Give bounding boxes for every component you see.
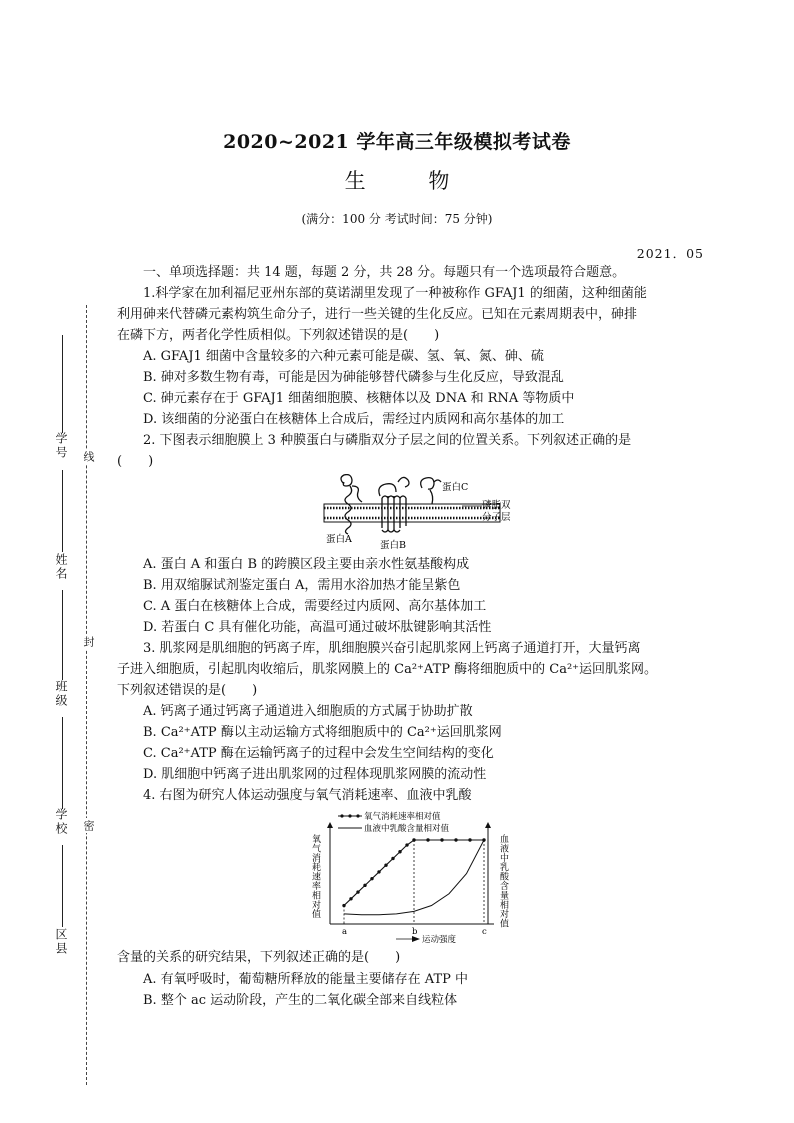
subject-title: 生 物 bbox=[344, 169, 478, 193]
q1-option-a[interactable]: A. GFAJ1 细菌中含量较多的六种元素可能是碳、氢、氧、氮、砷、硫 bbox=[143, 349, 544, 364]
q4-stem-line-1: 4. 右图为研究人体运动强度与氧气消耗速率、血液中乳酸 bbox=[143, 788, 472, 803]
chart-tick-b: b bbox=[412, 927, 418, 937]
legend-oxygen-dot bbox=[340, 814, 343, 817]
membrane-protein-figure bbox=[322, 474, 522, 552]
fig-label-protein-b: 蛋白B bbox=[380, 540, 406, 551]
seal-line-char: 线 bbox=[82, 451, 95, 462]
seal-secret-char: 密 bbox=[82, 820, 95, 831]
q3-stem-line-1: 3. 肌浆网是肌细胞的钙离子库，肌细胞膜兴奋引起肌浆网上钙离子通道打开，大量钙离 bbox=[143, 641, 641, 656]
chart-ylabel-left: 氧气消耗速率相对值 bbox=[312, 835, 322, 921]
q2-stem-line-1: 2. 下图表示细胞膜上 3 种膜蛋白与磷脂双分子层之间的位置关系。下列叙述正确的是 bbox=[143, 433, 632, 448]
chart-y-axis-left-arrow bbox=[327, 822, 333, 828]
q3-option-c[interactable]: C. Ca²⁺ATP 酶在运输钙离子的过程中会发生空间结构的变化 bbox=[143, 746, 494, 761]
q3-option-d[interactable]: D. 肌细胞中钙离子进出肌浆网的过程体现肌浆网膜的流动性 bbox=[143, 767, 487, 782]
oxygen-data-point bbox=[398, 850, 401, 853]
q2-option-d[interactable]: D. 若蛋白 C 具有催化功能，高温可通过破坏肽键影响其活性 bbox=[143, 620, 492, 635]
oxygen-data-point bbox=[454, 838, 457, 841]
oxygen-data-point bbox=[356, 890, 359, 893]
exam-title: 2020~2021 学年高三年级模拟考试卷 bbox=[223, 131, 571, 153]
legend-oxygen-dot bbox=[356, 814, 359, 817]
oxygen-data-point bbox=[342, 904, 345, 907]
fig-label-protein-a: 蛋白A bbox=[326, 534, 352, 545]
oxygen-data-point bbox=[482, 838, 485, 841]
name-label: 姓名 bbox=[54, 553, 68, 581]
student-id-label: 学号 bbox=[54, 432, 68, 460]
q4-option-a[interactable]: A. 有氧呼吸时，葡萄糖所释放的能量主要储存在 ATP 中 bbox=[143, 972, 469, 987]
student-id-rule bbox=[62, 335, 63, 433]
class-rule bbox=[62, 590, 63, 680]
exam-info: (满分：100 分 考试时间：75 分钟) bbox=[301, 212, 493, 226]
district-rule bbox=[62, 845, 63, 927]
fig-label-bilayer-1: 磷脂双 bbox=[482, 500, 511, 511]
oxygen-data-point bbox=[426, 838, 429, 841]
fig-label-bilayer-2: 分子层 bbox=[482, 512, 511, 523]
seal-seal-char: 封 bbox=[82, 636, 95, 647]
oxygen-data-point bbox=[468, 838, 471, 841]
q2-option-b[interactable]: B. 用双缩脲试剂鉴定蛋白 A，需用水浴加热才能呈紫色 bbox=[143, 578, 461, 593]
protein-c-shape bbox=[421, 478, 441, 504]
chart-tick-c: c bbox=[482, 927, 487, 937]
q1-option-c[interactable]: C. 砷元素存在于 GFAJ1 细菌细胞膜、核糖体以及 DNA 和 RNA 等物质中 bbox=[143, 391, 575, 406]
name-rule bbox=[62, 470, 63, 552]
exercise-intensity-chart bbox=[300, 808, 522, 944]
chart-xlabel: 运动强度 bbox=[422, 935, 457, 944]
oxygen-data-point bbox=[405, 843, 408, 846]
q3-stem-line-2: 子进入细胞质，引起肌肉收缩后，肌浆网膜上的 Ca²⁺ATP 酶将细胞质中的 Ca²⁺运回肌浆网。 bbox=[117, 662, 658, 677]
exam-date: 2021．05 bbox=[636, 246, 704, 261]
chart-ylabel-right: 血液中乳酸含量相对值 bbox=[500, 835, 510, 930]
q1-option-d[interactable]: D. 该细菌的分泌蛋白在核糖体上合成后，需经过内质网和高尔基体的加工 bbox=[143, 412, 565, 427]
q2-option-c[interactable]: C. A 蛋白在核糖体上合成，需要经过内质网、高尔基体加工 bbox=[143, 599, 487, 614]
q4-stem-line-2: 含量的关系的研究结果，下列叙述正确的是( ) bbox=[117, 950, 401, 965]
oxygen-data-point bbox=[349, 897, 352, 900]
q3-option-a[interactable]: A. 钙离子通过钙离子通道进入细胞质的方式属于协助扩散 bbox=[143, 704, 473, 719]
oxygen-data-point bbox=[412, 838, 415, 841]
q1-option-b[interactable]: B. 砷对多数生物有毒，可能是因为砷能够替代磷参与生化反应，导致混乱 bbox=[143, 370, 564, 385]
q1-stem-line-3: 在磷下方，两者化学性质相似。下列叙述错误的是( ) bbox=[117, 328, 440, 343]
school-rule bbox=[62, 717, 63, 809]
school-label: 学校 bbox=[54, 808, 68, 836]
chart-legend bbox=[338, 811, 450, 834]
oxygen-data-point bbox=[440, 838, 443, 841]
q1-stem-line-2: 利用砷来代替磷元素构筑生命分子，进行一些关键的生化反应。已知在元素周期表中，砷排 bbox=[117, 307, 638, 322]
q2-option-a[interactable]: A. 蛋白 A 和蛋白 B 的跨膜区段主要由亲水性氨基酸构成 bbox=[143, 557, 470, 572]
district-label: 区县 bbox=[54, 928, 68, 956]
legend-lactate-label: 血液中乳酸含量相对值 bbox=[364, 824, 450, 834]
fig-label-protein-c: 蛋白C bbox=[442, 482, 469, 493]
oxygen-data-point bbox=[377, 870, 380, 873]
q2-stem-line-2: ( ) bbox=[117, 454, 154, 469]
chart-tick-a: a bbox=[342, 927, 348, 937]
legend-oxygen-dot bbox=[348, 814, 351, 817]
q4-option-b[interactable]: B. 整个 ac 运动阶段，产生的二氧化碳全部来自线粒体 bbox=[143, 993, 458, 1008]
q1-stem-line-1: 1.科学家在加利福尼亚州东部的莫诺湖里发现了一种被称作 GFAJ1 的细菌，这种细菌能 bbox=[143, 286, 647, 301]
oxygen-data-point bbox=[391, 857, 394, 860]
q3-option-b[interactable]: B. Ca²⁺ATP 酶以主动运输方式将细胞质中的 Ca²⁺运回肌浆网 bbox=[143, 725, 502, 740]
seal-dashed-line bbox=[86, 305, 87, 1085]
chart-y-axis-right-arrow bbox=[485, 822, 491, 828]
section-heading: 一、单项选择题：共 14 题，每题 2 分，共 28 分。每题只有一个选项最符合题意。 bbox=[143, 265, 626, 280]
class-label: 班级 bbox=[54, 680, 68, 708]
oxygen-data-point bbox=[370, 877, 373, 880]
oxygen-data-point bbox=[363, 884, 366, 887]
oxygen-data-point bbox=[384, 864, 387, 867]
legend-oxygen-label: 氧气消耗速率相对值 bbox=[364, 812, 441, 822]
q3-stem-line-3: 下列叙述错误的是( ) bbox=[117, 683, 258, 698]
